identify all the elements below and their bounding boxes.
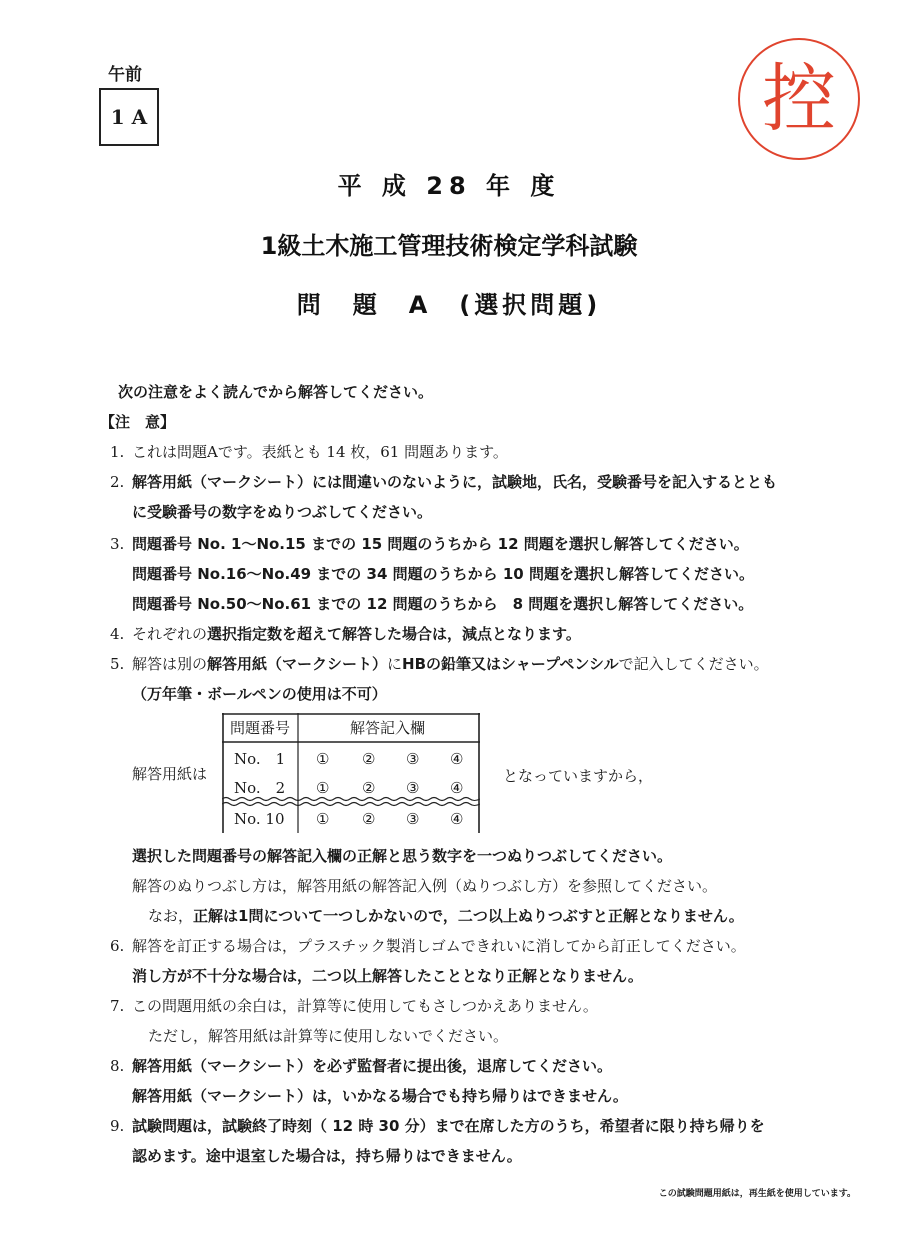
choice-1: ① [316, 779, 330, 797]
item-4-plain: それぞれの [132, 625, 208, 643]
item-5-note: （万年筆・ボールペンの使用は不可） [132, 685, 387, 703]
item-number: 2. [110, 473, 125, 491]
row-number: No. 2 [234, 779, 286, 797]
item-7-text-b: ただし，解答用紙は計算等に使用しないでください。 [148, 1027, 509, 1045]
choice-2: ② [362, 810, 376, 828]
item-5-text [132, 654, 769, 674]
header-problem-number: 問題番号 [230, 719, 291, 737]
choice-1: ① [316, 810, 330, 828]
item-5-bold: 解答用紙（マークシート） [207, 655, 388, 673]
title-year: 平 成 28 年 度 [337, 172, 561, 200]
item-1-text: これは問題Aです。表紙とも 14 枚，61 問題あります。 [132, 443, 508, 461]
control-stamp: 控 [738, 38, 860, 160]
choice-2: ② [362, 750, 376, 768]
item-number: 9. [110, 1117, 125, 1135]
item-5-text-d: 解答のぬりつぶし方は，解答用紙の解答記入例（ぬりつぶし方）を参照してください。 [132, 877, 718, 895]
choice-3: ③ [406, 750, 420, 768]
item-7-text-a: この問題用紙の余白は，計算等に使用してもさしつかえありません。 [132, 997, 598, 1015]
answer-sheet-table [222, 713, 480, 833]
notice-heading: 【注 意】 [100, 413, 176, 431]
session-code-box: 1 A [99, 88, 159, 146]
item-5e-bold: 正解は1問について一つしかないので，二つ以上ぬりつぶすと正解となりません。 [193, 907, 744, 925]
item-6-text-b: 消し方が不十分な場合は，二つ以上解答したこととなり正解となりません。 [132, 967, 643, 985]
row-number: No. 10 [234, 810, 285, 828]
choice-3: ③ [406, 779, 420, 797]
choice-4: ④ [450, 750, 464, 768]
choice-2: ② [362, 779, 376, 797]
item-8-text-a: 解答用紙（マークシート）を必ず監督者に提出後，退席してください。 [132, 1057, 613, 1075]
item-number: 3. [110, 535, 125, 553]
session-label: 午前 [108, 65, 142, 85]
item-3-text-c: 問題番号 No.50〜No.61 までの 12 問題のうちから 8 問題を選択し解答してください。 [132, 595, 754, 613]
title-exam: 1級土木施工管理技術検定学科試験 [260, 232, 638, 260]
item-6-text-a: 解答を訂正する場合は，プラスチック製消しゴムできれいに消してから訂正してください。 [132, 937, 746, 955]
item-2-text-b: に受験番号の数字をぬりつぶしてください。 [132, 503, 433, 521]
item-number: 6. [110, 937, 125, 955]
item-number: 4. [110, 625, 125, 643]
item-4-text [132, 624, 581, 644]
recycled-paper-note: この試験問題用紙は，再生紙を使用しています。 [658, 1189, 856, 1199]
item-number: 1. [110, 443, 125, 461]
item-5-bold: HBの鉛筆又はシャープペンシル [402, 655, 619, 673]
header-answer-field: 解答記入欄 [350, 719, 426, 737]
item-number: 5. [110, 655, 125, 673]
item-3-text-b: 問題番号 No.16〜No.49 までの 34 問題のうちから 10 問題を選択し解答してください。 [132, 565, 754, 583]
item-2-text-a: 解答用紙（マークシート）には間違いのないように，試験地，氏名，受験番号を記入するととも [132, 473, 778, 491]
sheet-label: 解答用紙は [132, 765, 208, 783]
item-9-text-b: 認めます。途中退室した場合は，持ち帰りはできません。 [132, 1147, 522, 1165]
item-5-plain: 解答は別の [132, 655, 208, 673]
item-number: 8. [110, 1057, 125, 1075]
item-5-text-c: 選択した問題番号の解答記入欄の正解と思う数字を一つぬりつぶしてください。 [132, 847, 673, 865]
choice-4: ④ [450, 779, 464, 797]
row-number: No. 1 [234, 750, 286, 768]
item-8-text-b: 解答用紙（マークシート）は，いかなる場合でも持ち帰りはできません。 [132, 1087, 628, 1105]
choice-1: ① [316, 750, 330, 768]
item-4-bold: 選択指定数を超えて解答した場合は，減点となります。 [207, 625, 581, 643]
choice-3: ③ [406, 810, 420, 828]
choice-4: ④ [450, 810, 464, 828]
title-problem: 問 題 A (選択問題) [296, 291, 602, 319]
item-5-plain: に [387, 655, 403, 673]
item-5e-plain: なお， [148, 907, 194, 925]
item-5-plain: で記入してください。 [618, 655, 769, 673]
sheet-suffix: となっていますから， [503, 767, 654, 785]
item-5-text-e [148, 906, 744, 926]
intro-text: 次の注意をよく読んでから解答してください。 [118, 383, 434, 401]
item-9-text-a: 試験問題は，試験終了時刻（ 12 時 30 分）まで在席した方のうち，希望者に限り持ち帰りを [132, 1117, 765, 1135]
item-3-text-a: 問題番号 No. 1〜No.15 までの 15 問題のうちから 12 問題を選択し解答してください。 [132, 535, 749, 553]
item-number: 7. [110, 997, 125, 1015]
